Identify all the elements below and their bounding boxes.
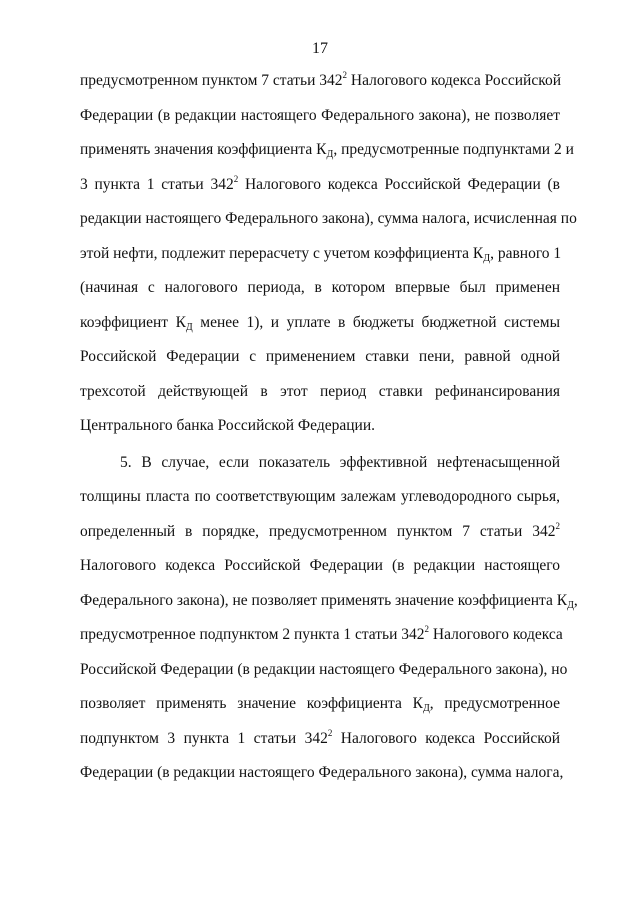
text-run: позволяет применять значение коэффициента К xyxy=(80,695,423,712)
text-line xyxy=(80,237,560,272)
text-run: (начиная с налогового периода, в котором впервые был применен xyxy=(80,279,560,296)
text-line xyxy=(80,618,563,653)
text-line xyxy=(80,515,560,550)
text-line xyxy=(80,271,560,306)
text-run: Российской Федерации (в редакции настоящего Федерального закона), но xyxy=(80,660,568,678)
text-run: , равного 1 xyxy=(490,244,562,262)
text-run: трехсотой действующей в этот период ставки рефинансирования xyxy=(80,382,560,400)
text-line xyxy=(80,340,560,375)
text-run: 5. В случае, если показатель эффективной нефтенасыщенной xyxy=(120,453,560,471)
text-run: 3 пункта 1 статьи 342 xyxy=(80,175,234,193)
paragraph-start-line xyxy=(80,446,560,481)
subscript: Д xyxy=(326,149,334,160)
text-line xyxy=(80,99,560,134)
text-line xyxy=(80,375,560,410)
text-run: подпунктом 3 пункта 1 статьи 342 xyxy=(80,729,328,747)
document-body xyxy=(80,64,578,791)
text-run: Федерального закона), не позволяет применять значение коэффициента К xyxy=(80,591,568,609)
subscript: Д xyxy=(422,703,430,714)
superscript: 2 xyxy=(327,727,333,738)
text-run: редакции настоящего Федерального закона), сумма налога, исчисленная по xyxy=(80,210,577,227)
text-run: коэффициент К xyxy=(80,313,186,331)
text-run: предусмотренном пунктом 7 статьи 342 xyxy=(80,72,343,89)
text-line xyxy=(80,549,560,584)
text-line xyxy=(80,409,560,444)
text-line xyxy=(80,584,578,619)
text-run: Федерации (в редакции настоящего Федерального закона), не позволяет xyxy=(80,106,560,124)
subscript: Д xyxy=(483,252,491,264)
text-line xyxy=(80,306,560,341)
text-run: менее 1), и уплате в бюджеты бюджетной системы xyxy=(192,313,560,331)
subscript: Д xyxy=(185,321,193,333)
text-run: определенный в порядке, предусмотренном пунктом 7 статьи 342 xyxy=(80,522,556,540)
text-run: этой нефти, подлежит перерасчету с учетом коэффициента К xyxy=(80,244,484,262)
text-run: Федерации (в редакции настоящего Федерального закона), сумма налога, xyxy=(80,764,564,781)
superscript: 2 xyxy=(342,70,347,80)
text-run: толщины пласта по соответствующим залежам углеводородного сырья, xyxy=(80,488,560,505)
text-line xyxy=(80,480,560,515)
text-run: Налогового кодекса Российской xyxy=(332,729,560,747)
text-line xyxy=(80,722,560,757)
text-line xyxy=(80,202,577,237)
superscript: 2 xyxy=(424,624,430,634)
text-run: , xyxy=(573,591,578,609)
text-run: Российской Федерации с применением ставки пени, равной одной xyxy=(80,348,560,365)
text-run: , предусмотренные подпунктами 2 и xyxy=(333,141,574,158)
text-run: предусмотренное подпунктом 2 пункта 1 статьи 342 xyxy=(80,626,425,643)
text-line xyxy=(80,64,560,99)
text-run: Налогового кодекса Российской xyxy=(347,72,562,89)
text-line xyxy=(80,133,574,168)
text-run: Налогового кодекса xyxy=(429,626,563,643)
text-run: Налогового кодекса Российской Федерации (в редакции настоящего xyxy=(80,557,560,574)
superscript: 2 xyxy=(233,173,239,184)
superscript: 2 xyxy=(555,520,560,531)
text-line xyxy=(80,653,568,688)
text-line xyxy=(80,756,564,791)
text-run: Налогового кодекса Российской Федерации (в xyxy=(238,175,561,193)
text-run: применять значения коэффициента К xyxy=(80,141,327,158)
page-number: 17 xyxy=(312,40,328,57)
text-line xyxy=(80,168,560,203)
text-line xyxy=(80,687,560,722)
text-run: Центрального банка Российской Федерации. xyxy=(80,417,375,434)
text-run: , предусмотренное xyxy=(429,695,560,712)
subscript: Д xyxy=(567,599,574,611)
